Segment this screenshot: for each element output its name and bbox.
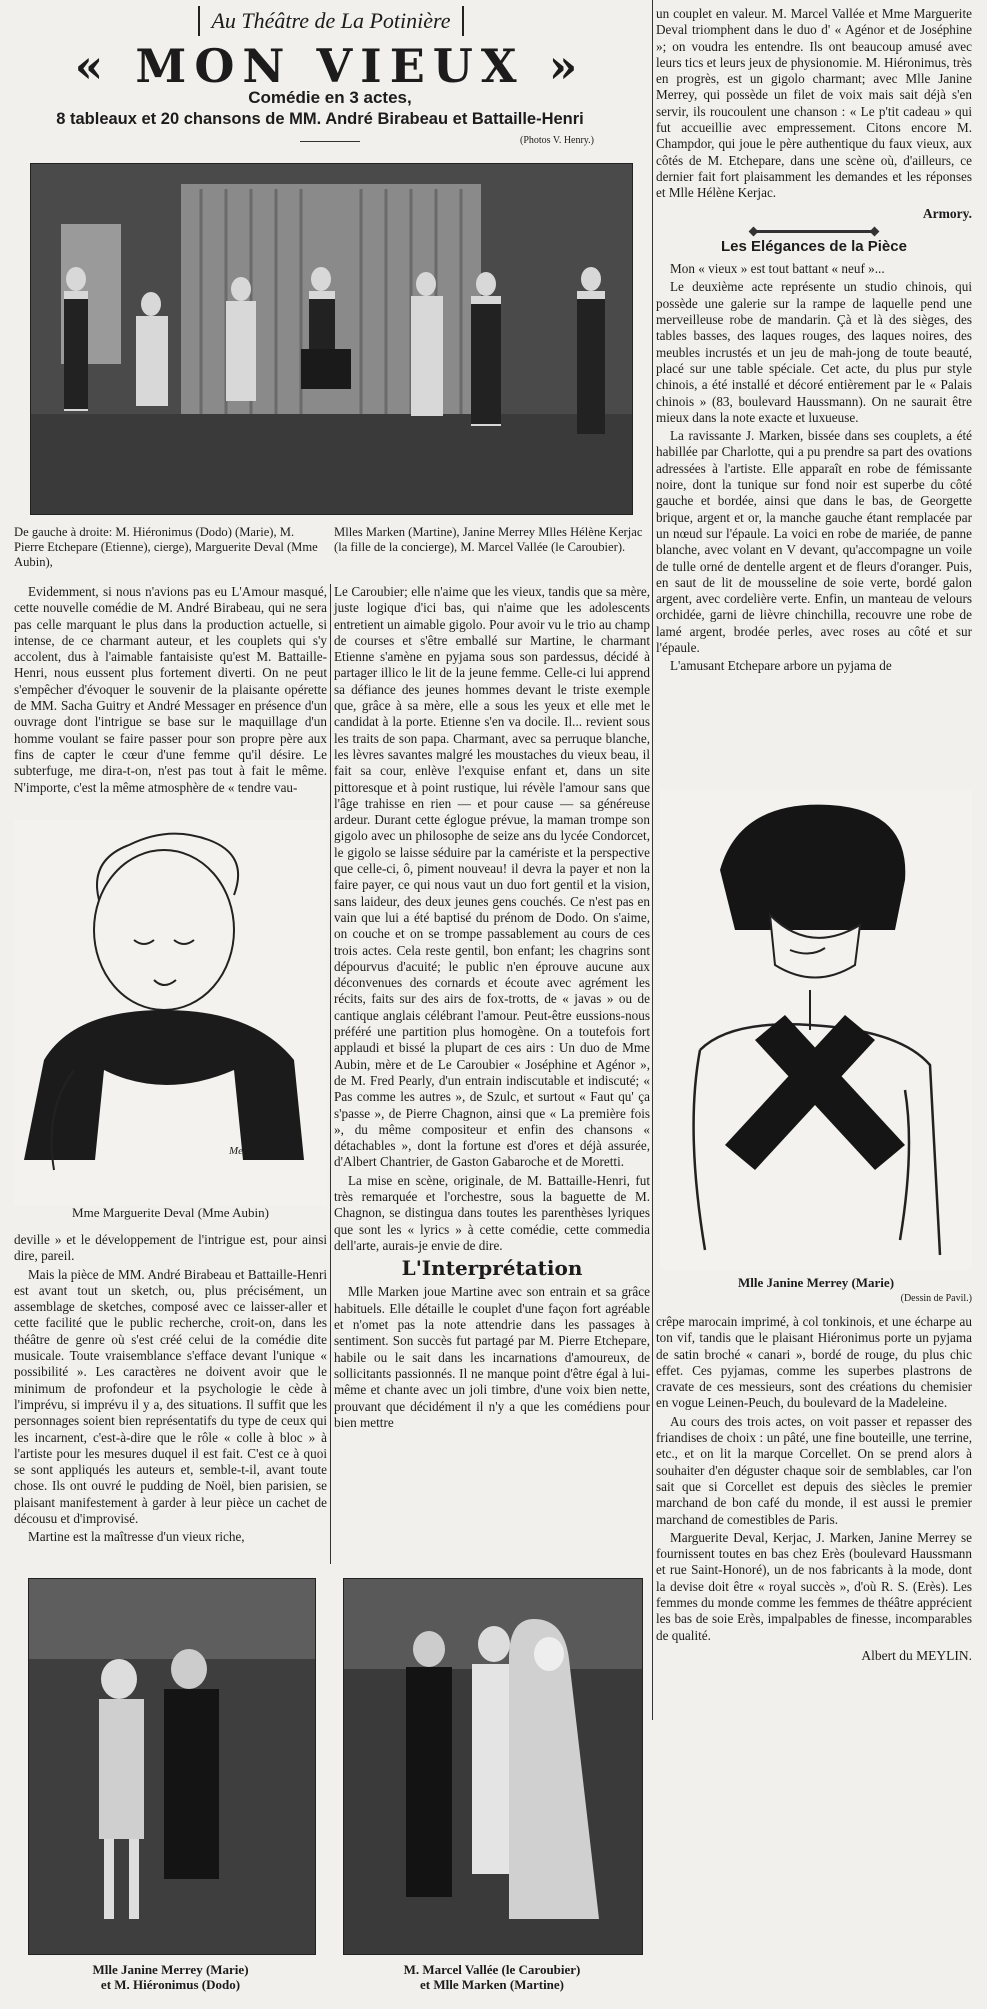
col1-para-3: Mais la pièce de MM. André Birabeau et Battaille-Henri est avant tout un sketch, ou, plus précisément, un assemblage de sketches, composé avec ce laisser-aller et cette facilité que le public recherche, croit-on, dans les théâtre de genre où s'est créé celui de la comédie dite musicale. Toute vraisemblance s'efface devant l'unique « possibilité ». Les caractères ne doivent avoir que le minimum de profondeur et la psychologie le cède à l'imprévu, si imprévu il y a, des situations. Il suffit que les personnages soient bien représentatifs du type de ceux qui les incarnent, c'est-à-dire que le rôle « colle à bloc » à l'artiste pour les mesures duquel il est fait. C'est ce à quoi se sont appliqués les auteurs et, semble-t-il, avant toute chose. Ils ont ouvré le pudding de Noël, bien parisien, se plaisant manifestement à garder à leur pièce un cachet de décousu et d'improvisé. bbox=[14, 1266, 327, 1527]
col2-body bbox=[334, 584, 650, 1433]
col1-para-1: Evidemment, si nous n'avions pas eu L'Amour masqué, cette nouvelle comédie de M. André Birabeau, qui ne sera pas celle marquant le plus dans la production actuelle, si intense, de ce charmant auteur, et les couplets qui s'y accolent, dus à l'aimable fantaisiste qu'est M. Battaille-Henri, nous eussent plus fortement diverti. On ne peut s'empêcher d'évoquer le souvenir de la plaisante opérette de MM. Sacha Guitry et André Messager en présence d'un ouvrage dont l'intrigue se base sur le maquillage d'un homme voulant se faire passer pour son propre père aux fins de capter le cœur d'une femme qu'il désire. Le subterfuge, me dira-t-on, n'est pas tout à fait le même. N'importe, c'est la même atmosphère de « tendre vau- bbox=[14, 584, 327, 795]
col1-para-2: deville » et le développement de l'intrigue est, pour ainsi dire, pareil. bbox=[14, 1232, 327, 1264]
col3-para-7: Au cours des trois actes, on voit passer et repasser des friandises de choix : un pâté, une fine bouteille, une terrine, etc., et on lit la marque Corcellet. On se prend alors à souhaiter d'en déguster chaque soir de semblables, car l'on sait que si Corcellet est depuis des siècles le premier marchand de bon café du monde, il est aussi le premier marchand de comestibles de Paris. bbox=[656, 1413, 972, 1527]
merrey-drawing bbox=[660, 790, 972, 1270]
interpretation-heading: L'Interprétation bbox=[401, 1256, 583, 1281]
col3-top bbox=[656, 6, 972, 677]
column-divider-2 bbox=[652, 0, 653, 1720]
col1-intro bbox=[14, 584, 327, 798]
col3-para-5: L'amusant Etchepare arbore un pyjama de bbox=[670, 658, 892, 674]
photo-merrey-hieronimus-image bbox=[29, 1579, 315, 1954]
signature-armory: Armory. bbox=[922, 205, 972, 221]
col3-para-3: Le deuxième acte représente un studio chinois, qui possède une galerie sur la rampe de laquelle pend une merveilleuse robe de mandarin. Çà et là des sièges, des tables basses, des laques rouges, des laques noires, des meubles incrustés et un jeu de mah-jong de toute beauté, placé sur une table spéciale. Cet acte, du plus pur style chinois, a été installé et décoré entièrement par le « Palais chinois » (83, boulevard Haussmann). On ne saurait être mieux dans la note exacte et luxueuse. bbox=[656, 279, 972, 425]
drawing-credit: (Dessin de Pavil.) bbox=[900, 1293, 972, 1304]
merrey-caption: Mlle Janine Merrey (Marie) bbox=[737, 1275, 895, 1290]
photo-merrey-hieronimus bbox=[28, 1578, 316, 1955]
stage-photo-image bbox=[31, 164, 632, 514]
merrey-portrait-image bbox=[660, 790, 972, 1270]
col2-para-1: Le Caroubier; elle n'aime que les vieux, tandis que sa mère, juste logique d'ici bas, qui n'aime que les adolescents entretient un aimable gigolo. Pour avoir vu le trio au champ de courses et s'être emballé sur Martine, le charmant Etienne s'amène en pyjama sous son pardessus, décidé à partager illico le lit de la jeune femme. Celle-ci lui apprend sa défiance des jeunes hommes devant le triste exemple que, grâce à sa mère, elle a sous les yeux et elle met le candidat à la porte. Etienne s'en va docile. Il... revient sous les traits de son papa. Charmant, avec sa perruque blanche, les lèvres savantes malgré les moustaches du vieux beau, il fait sa cour, enlève l'exquise enfant et, dans un site pittoresque et à point rustique, lui révèle l'amour sans que l'âge trahisse en rien — et pour cause — sa généreuse ardeur. Durant cette églogue prévue, la maman trompe son gigolo avec un philosophe de seize ans du lycée Condorcet, le gigolo se laisse séduire par la camériste et la perspective que celle-ci, ô, piment nouveau! il devra la payer et non la faire payer, ce qui nous vaut un duo fort gentil et la vision, sans laideur, des deux jeunes gens couchés. Ce n'est pas en vain que lui a été baptisé du prénom de Dodo. On s'aime, on couche et on se trompe passablement au cours de ces trois actes. Cela reste gentil, bon enfant; les chagrins sont dépourvus d'acuité; le public n'en éprouve aucune aux déconvenues des cornards et écoute avec agrément les récits, faits sur des airs de fox-trotts, de « javas » ou de cantique anglais célébrant l'amour. Peut-être eussions-nous préféré une partition plus homogène. On a toutefois fort applaudi et bissé la plupart de ces airs : Un duo de Mme Aubin, mère et de Le Caroubier « Joséphine et Agénor », de M. Fred Pearly, d'un entrain indiscutable et indiscuté; « Pas comme les autres », de Szulc, et surtout « Faut qu' ça s'passe », de Pierre Chagnon, ainsi que « La première fois », du même compositeur et enfin des chansons « détachables », dont la fortune est d'ores et déjà assurée, d'Albert Chantrier, de Gaston Gabaroche et de Moretti. bbox=[334, 584, 650, 1170]
deval-caption: Mme Marguerite Deval (Mme Aubin) bbox=[72, 1205, 269, 1220]
photo-vallee-marken-image bbox=[344, 1579, 642, 1954]
col1-para-4: Martine est la maîtresse d'un vieux riche, bbox=[28, 1529, 245, 1545]
title-divider bbox=[300, 141, 360, 142]
col3-para-6: crêpe marocain imprimé, à col tonkinois, et une écharpe au ton vif, tandis que le plaisant Hiéronimus porte un pyjama de satin broché « canari », bordé de rouge, du plus chic effet. Ces pyjamas, comme les superbes plastrons de cravate de ces messieurs, sont des créations du chemisier en vogue Leinen-Peuch, du boulevard de la Madeleine. bbox=[656, 1314, 972, 1411]
subtitle-acts: Comédie en 3 actes, bbox=[248, 88, 412, 107]
col3-bottom bbox=[656, 1314, 972, 1668]
stage-photo bbox=[30, 163, 633, 515]
col1-body bbox=[14, 1232, 327, 1548]
bottom-left-caption-1: Mlle Janine Merrey (Marie) bbox=[92, 1962, 249, 1977]
bottom-right-caption-1: M. Marcel Vallée (le Caroubier) bbox=[403, 1962, 581, 1977]
page-title: « MON VIEUX » bbox=[74, 39, 586, 93]
bottom-left-caption bbox=[14, 1962, 327, 1992]
theatre-heading: Au Théâtre de La Potinière bbox=[198, 6, 464, 36]
signature-meylin: Albert du MEYLIN. bbox=[861, 1647, 972, 1663]
photo-credit: (Photos V. Henry.) bbox=[520, 135, 594, 146]
section-ornament bbox=[754, 230, 874, 233]
elegances-heading: Les Elégances de la Pièce bbox=[721, 237, 907, 255]
bottom-right-caption-2: et Mlle Marken (Martine) bbox=[419, 1977, 565, 1992]
col3-para-4: La ravissante J. Marken, bissée dans ses couplets, a été habillée par Charlotte, qui a pu prendre sa part des ovations adressées à l'artiste. Elle apparaît en robe de fémissante noire, dont la tunique sur fond noir est superbe du côté gauche et bordée, ainsi que dans le bas, de Georgette brique, argent et or, la manche gauche étant remplacée par un nœud sur l'épaule. La voici en robe de mariée, de panne blanche, avec volant en V devant, qu'accompagne un voile de tulle orné de dentelle argent et de fleurs d'oranger. Puis, en saut de lit de mousseline de soie verte, bordé galon argent, avec cordelière verte. Enfin, un manteau de velours orchidée, garni de lièvre chinchilla, recouvre une robe de lamé argent, brodée perles, avec roses au côté et sur l'épaule. bbox=[656, 428, 972, 655]
stage-caption-right: Mlles Marken (Martine), Janine Merrey Mlles Hélène Kerjac (la fille de la concierge), M. Marcel Vallée (le Caroubier). bbox=[334, 525, 643, 554]
photo-vallee-marken bbox=[343, 1578, 643, 1955]
col3-para-2: Mon « vieux » est tout battant « neuf »... bbox=[670, 261, 885, 277]
column-divider-1 bbox=[330, 584, 331, 1564]
stage-caption-left: De gauche à droite: M. Hiéronimus (Dodo) (Marie), M. Pierre Etchepare (Etienne), cierge), Marguerite Deval (Mme Aubin), bbox=[14, 525, 318, 569]
col2-para-2: La mise en scène, originale, de M. Battaille-Henri, fut très remarquée et l'orchestre, sous la baguette de M. Chagnon, se distingua dans toutes les parenthèses lyriques que sont les « lyrics » à cette comédie, cette commedia dell'arte, aurais-je envie de dire. bbox=[334, 1172, 650, 1253]
col2-para-3: Mlle Marken joue Martine avec son entrain et sa grâce habituels. Elle détaille le couplet d'une façon fort agréable et n'omet pas la note attendrie dans les passages à sentiment. Son succès fut partagé par M. Pierre Etchepare, habile ou le sait dans les incarnations d'amoureux, de sollicitants passionnés. Il ne manque point d'être égal à lui-même et chante avec un joli timbre, d'une voix bien nette, prouvant que décidément il n'y a que les comédiens pour bien mettre bbox=[334, 1284, 650, 1430]
col3-para-8: Marguerite Deval, Kerjac, J. Marken, Janine Merrey se fournissent toutes en bas chez Erès (boulevard Haussmann et rue Saint-Honoré), un de nos fabricants à la mode, dont la devise doit être « royal succès », d'où R. S. (Erès). Les femmes du monde comme les femmes de théâtre apprécient les bas de soie Erès, impalpables de finesse, incomparables de qualité. bbox=[656, 1529, 972, 1643]
subtitle-authors: 8 tableaux et 20 chansons de MM. André Birabeau et Battaille-Henri bbox=[56, 110, 584, 128]
bottom-left-caption-2: et M. Hiéronimus (Dodo) bbox=[100, 1977, 241, 1992]
deval-drawing bbox=[14, 820, 327, 1205]
deval-portrait-image bbox=[14, 820, 327, 1205]
bottom-right-caption bbox=[334, 1962, 650, 1992]
col3-para-1: un couplet en valeur. M. Marcel Vallée et Mme Marguerite Deval triomphent dans le duo d' « Agénor et de Joséphine »; on voudra les entendre. Ils ont beaucoup amusé avec leurs tics et leurs jeux de physionomie. M. Hiéronimus, très en progrès, est un gigolo charmant; avec Mlle Janine Merrey, qui possède un filet de voix mais sait déjà s'en servir, ils roucoulent une chanson : « Le p'tit cadeau » qui fut accueillie avec empressement. Citons encore M. Champdor, qui joue le père authentique du faux vieux, aux côtés de M. Etchepare, dans une scène où, d'ailleurs, ce dernier fait fort plaisamment les demandes et les réponses et Mlle Hélène Kerjac. bbox=[656, 6, 972, 201]
drawing-signature: Mesadil bbox=[229, 1145, 265, 1157]
